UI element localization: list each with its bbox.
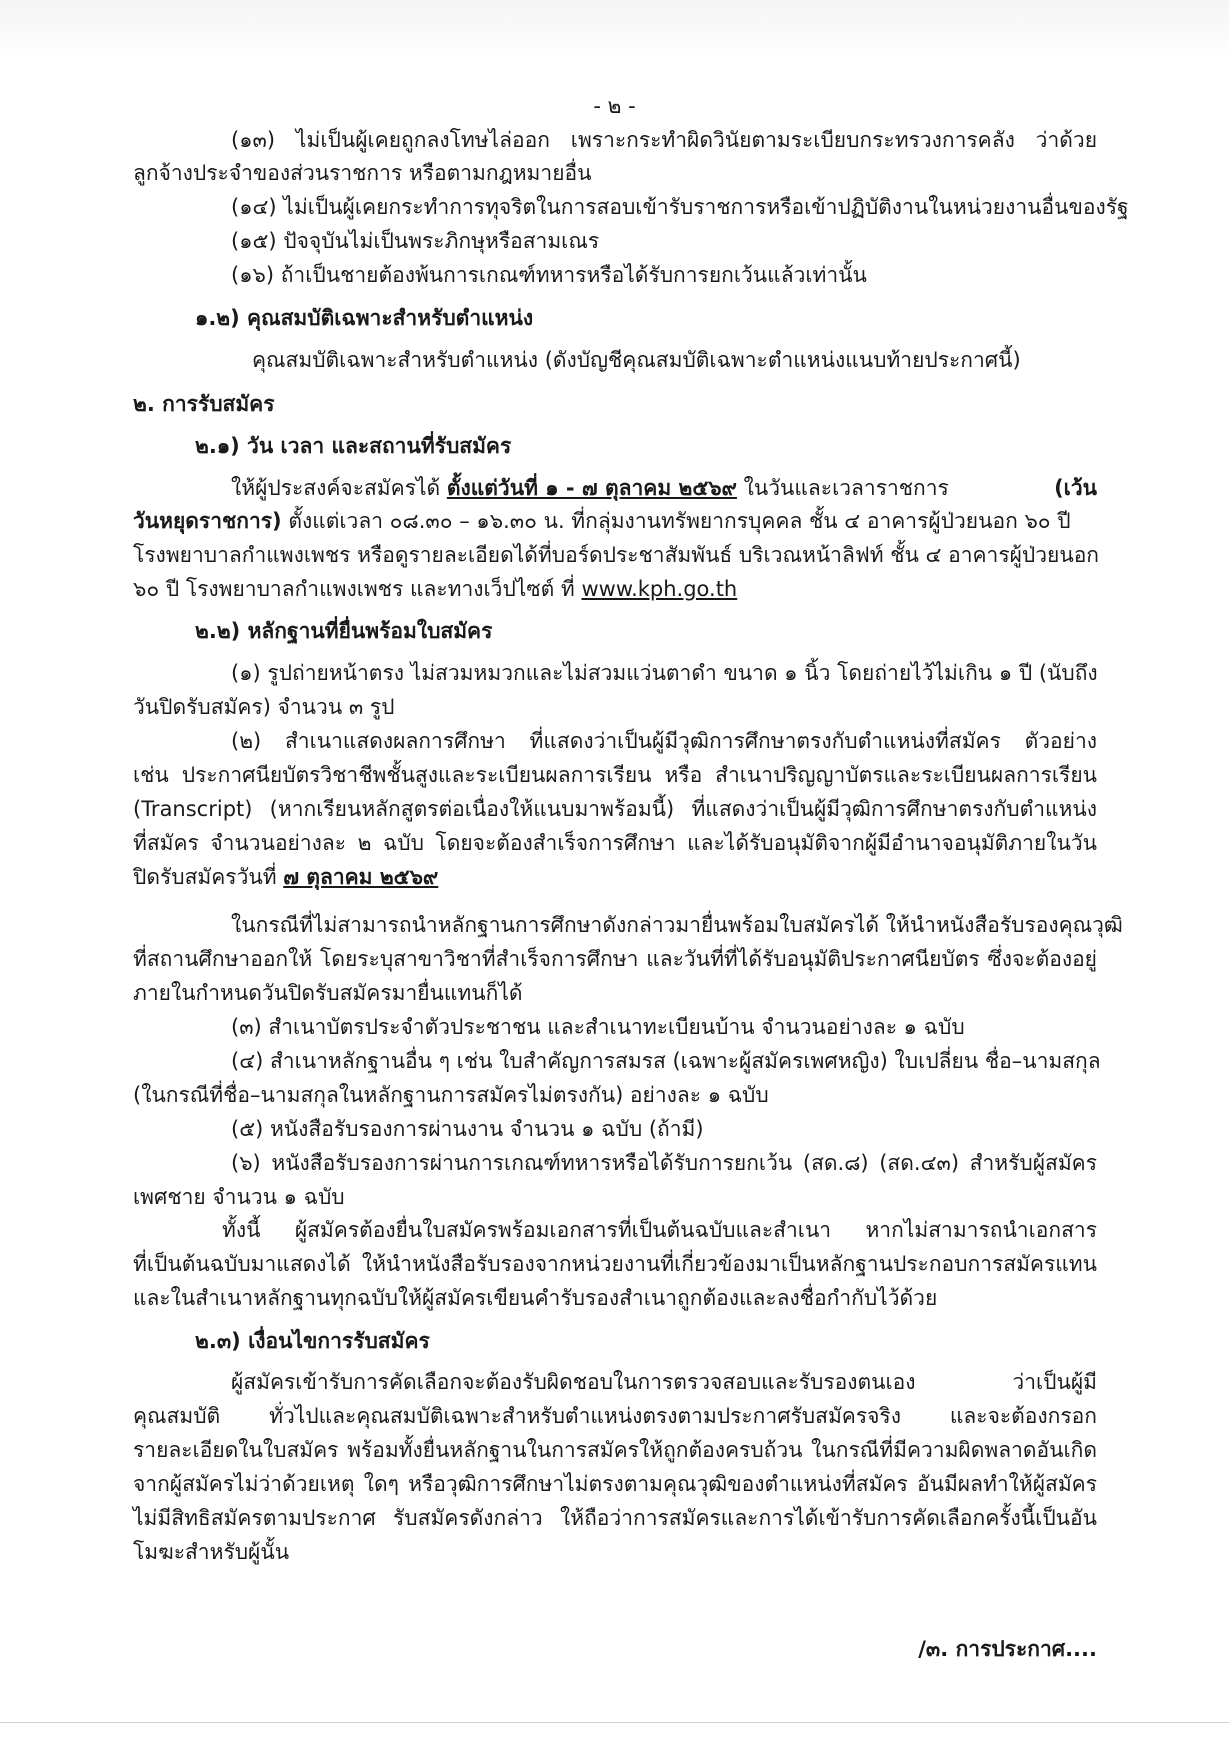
doc-2-line-4: ที่สมัคร จำนวนอย่างละ ๒ ฉบับ โดยจะต้องสำเร็จการศึกษา และได้รับอนุมัติจากผู้มีอำนาจอนุมัติภายในวัน (133, 831, 1097, 855)
doc-4-line-1: (๔) สำเนาหลักฐานอื่น ๆ เช่น ใบสำคัญการสมรส (เฉพาะผู้สมัครเพศหญิง) ใบเปลี่ยน ชื่อ–นามสกุล (231, 1049, 1101, 1073)
doc-4-line-2: (ในกรณีที่ชื่อ–นามสกุลในหลักฐานการสมัครไม่ตรงกัน) อย่างละ ๑ ฉบับ (133, 1083, 769, 1107)
apply-date: ตั้งแต่วันที่ ๑ - ๗ ตุลาคม ๒๕๖๙ (446, 476, 737, 500)
condition-line-2: คุณสมบัติ ทั่วไปและคุณสมบัติเฉพาะสำหรับตำแหน่งตรงตามประกาศรับสมัครจริง และจะต้องกรอก (133, 1404, 1097, 1428)
doc-2-line-2: เช่น ประกาศนียบัตรวิชาชีพชั้นสูงและระเบียนผลการเรียน หรือ สำเนาปริญญาบัตรและระเบียนผลการเรียน (133, 763, 1097, 787)
doc-2-line-5 (133, 862, 438, 892)
heading-2-3: ๒.๓) เงื่อนไขการรับสมัคร (195, 1329, 430, 1353)
item-15: (๑๕) ปัจจุบันไม่เป็นพระภิกษุหรือสามเณร (231, 229, 600, 253)
footer-divider (0, 1722, 1229, 1723)
item-13-line-2: ลูกจ้างประจำของส่วนราชการ หรือตามกฎหมายอื่น (133, 161, 592, 185)
apply-line-2 (133, 506, 1071, 536)
item-13-line-1: (๑๓) ไม่เป็นผู้เคยถูกลงโทษไล่ออก เพราะกระทำผิดวินัยตามระเบียบกระทรวงการคลัง ว่าด้วย (231, 128, 1097, 152)
doc-1-line-2: วันปิดรับสมัคร) จำนวน ๓ รูป (133, 695, 395, 719)
doc-6-line-1: (๖) หนังสือรับรองการผ่านการเกณฑ์ทหารหรือได้รับการยกเว้น (สด.๘) (สด.๔๓) สำหรับผู้สมัคร (231, 1151, 1097, 1175)
apply-text-1: ให้ผู้ประสงค์จะสมัครได้ (231, 476, 447, 500)
edu-note-line-3: ภายในกำหนดวันปิดรับสมัครมายื่นแทนก็ได้ (133, 981, 523, 1005)
doc-1-line-1: (๑) รูปถ่ายหน้าตรง ไม่สวมหมวกและไม่สวมแว่นตาดำ ขนาด ๑ นิ้ว โดยถ่ายไว้ไม่เกิน ๑ ปี (นับถึง (231, 661, 1098, 685)
page-number: - ๒ - (593, 94, 636, 118)
condition-line-4: จากผู้สมัครไม่ว่าด้วยเหตุ ใดๆ หรือวุฒิการศึกษาไม่ตรงตามคุณวุฒิของตำแหน่งที่สมัคร อันมีผลทำให้ผู้สมัคร (133, 1472, 1097, 1496)
doc-2-line-3: (Transcript) (หากเรียนหลักสูตรต่อเนื่องให้แนบมาพร้อมนี้) ที่แสดงว่าเป็นผู้มีวุฒิการศึกษาตรงกับตำแหน่ง (133, 797, 1097, 821)
qualification-text: คุณสมบัติเฉพาะสำหรับตำแหน่ง (ดังบัญชีคุณสมบัติเฉพาะตำแหน่งแนบท้ายประกาศนี้) (252, 348, 1021, 372)
original-note-line-2: ที่เป็นต้นฉบับมาแสดงได้ ให้นำหนังสือรับรองจากหน่วยงานที่เกี่ยวข้องมาเป็นหลักฐานประกอบการสมัครแทน (133, 1252, 1097, 1276)
condition-line-6: โมฆะสำหรับผู้นั้น (133, 1540, 290, 1564)
scan-shade (0, 0, 1229, 60)
edu-note-line-1: ในกรณีที่ไม่สามารถนำหลักฐานการศึกษาดังกล่าวมายื่นพร้อมใบสมัครได้ ให้นำหนังสือรับรองคุณวุฒิ (231, 913, 1123, 937)
heading-2-1: ๒.๑) วัน เวลา และสถานที่รับสมัคร (195, 434, 512, 458)
doc-6-line-2: เพศชาย จำนวน ๑ ฉบับ (133, 1185, 345, 1209)
heading-1-2: ๑.๒) คุณสมบัติเฉพาะสำหรับตำแหน่ง (195, 306, 534, 330)
apply-line-1 (231, 473, 1097, 503)
apply-line-4 (133, 574, 737, 604)
doc-2-line-1: (๒) สำเนาแสดงผลการศึกษา ที่แสดงว่าเป็นผู้มีวุฒิการศึกษาตรงกับตำแหน่งที่สมัคร ตัวอย่าง (231, 729, 1097, 753)
condition-line-1: ผู้สมัครเข้ารับการคัดเลือกจะต้องรับผิดชอบในการตรวจสอบและรับรองตนเอง ว่าเป็นผู้มี (231, 1370, 1097, 1394)
apply-time: ตั้งแต่เวลา ๐๘.๓๐ – ๑๖.๓๐ น. ที่กลุ่มงานทรัพยากรบุคคล ชั้น ๔ อาคารผู้ป่วยนอก ๖๐ ปี (281, 509, 1071, 533)
apply-holiday: วันหยุดราชการ) (133, 509, 282, 533)
item-16: (๑๖) ถ้าเป็นชายต้องพ้นการเกณฑ์ทหารหรือได้รับการยกเว้นแล้วเท่านั้น (231, 263, 867, 287)
original-note-line-1: ทั้งนี้ ผู้สมัครต้องยื่นใบสมัครพร้อมเอกสารที่เป็นต้นฉบับและสำเนา หากไม่สามารถนำเอกสาร (222, 1218, 1097, 1242)
apply-text-3: (เว้น (1054, 476, 1097, 500)
close-date: ๗ ตุลาคม ๒๕๖๙ (283, 865, 439, 889)
item-14: (๑๔) ไม่เป็นผู้เคยกระทำการทุจริตในการสอบเข้ารับราชการหรือเข้าปฏิบัติงานในหน่วยงานอื่นของรัฐ (231, 195, 1129, 219)
original-note-line-3: และในสำเนาหลักฐานทุกฉบับให้ผู้สมัครเขียนคำรับรองสำเนาถูกต้องและลงชื่อกำกับไว้ด้วย (133, 1286, 938, 1310)
website-link[interactable]: www.kph.go.th (581, 577, 738, 601)
heading-2-2: ๒.๒) หลักฐานที่ยื่นพร้อมใบสมัคร (195, 619, 493, 643)
heading-2: ๒. การรับสมัคร (133, 392, 275, 416)
apply-line-3: โรงพยาบาลกำแพงเพชร หรือดูรายละเอียดได้ที่บอร์ดประชาสัมพันธ์ บริเวณหน้าลิฟท์ ชั้น ๔ อาคารผู้ป่วยนอก (133, 543, 1100, 567)
apply-text-2: ในวันและเวลาราชการ (736, 476, 949, 500)
next-page-reference: /๓. การประกาศ.... (918, 1637, 1097, 1661)
close-date-text: ปิดรับสมัครวันที่ (133, 865, 284, 889)
condition-line-5: ไม่มีสิทธิสมัครตามประกาศ รับสมัครดังกล่าว ให้ถือว่าการสมัครและการได้เข้ารับการคัดเลือกครั้งนี้เป็นอัน (133, 1506, 1097, 1530)
condition-line-3: รายละเอียดในใบสมัคร พร้อมทั้งยื่นหลักฐานในการสมัครให้ถูกต้องครบถ้วน ในกรณีที่มีความผิดพลาดอันเกิด (133, 1438, 1097, 1462)
doc-5: (๕) หนังสือรับรองการผ่านงาน จำนวน ๑ ฉบับ (ถ้ามี) (231, 1117, 704, 1141)
apply-website-text: ๖๐ ปี โรงพยาบาลกำแพงเพชร และทางเว็ปไซต์ ที่ (133, 577, 582, 601)
doc-3: (๓) สำเนาบัตรประจำตัวประชาชน และสำเนาทะเบียนบ้าน จำนวนอย่างละ ๑ ฉบับ (231, 1015, 965, 1039)
edu-note-line-2: ที่สถานศึกษาออกให้ โดยระบุสาขาวิชาที่สำเร็จการศึกษา และวันที่ที่ได้รับอนุมัติประกาศนียบัตร ซึ่งจะต้องอยู่ (133, 947, 1097, 971)
